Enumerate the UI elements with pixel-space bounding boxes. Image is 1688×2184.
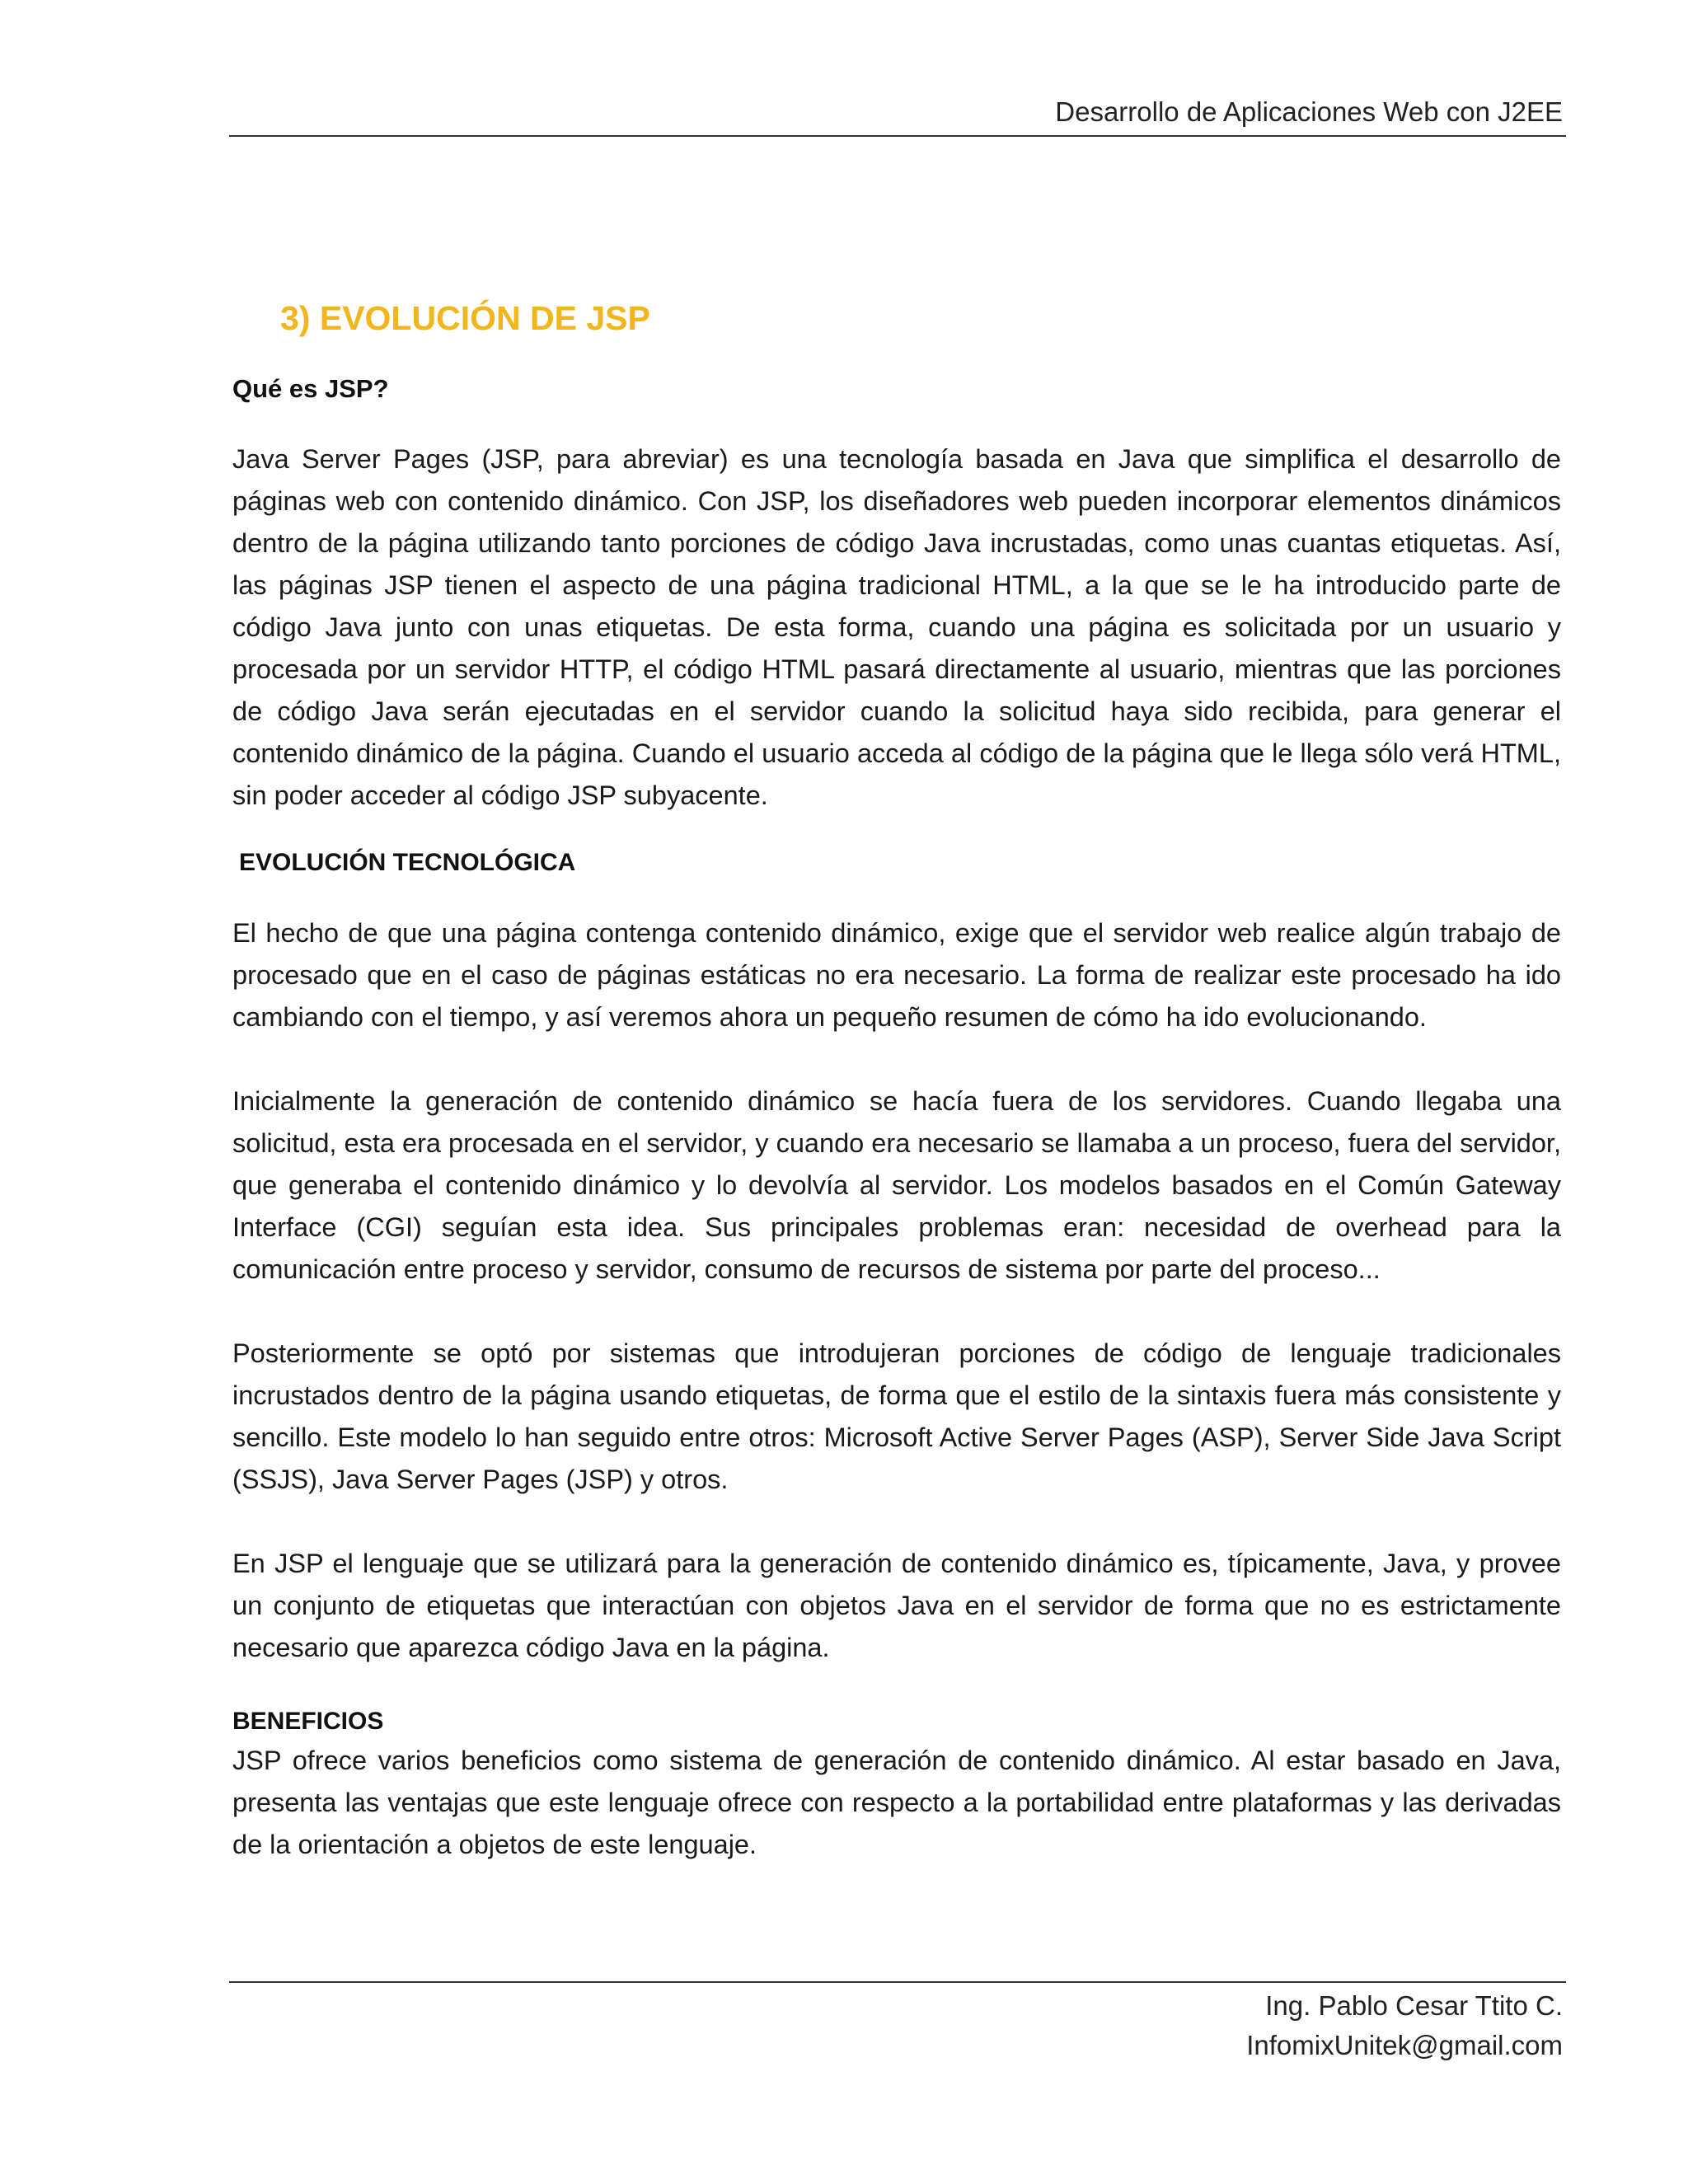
what-is-paragraph: Java Server Pages (JSP, para abreviar) es una tecnología basada en Java que simplifica el desarrollo de páginas web con contenido dinámico. Con JSP, los diseñadores web pueden incorporar elementos dinámicos dentro de la página utilizando tanto porciones de código Java incrustadas, como unas cuantas etiquetas. Así, las páginas JSP tienen el aspecto de una página tradicional HTML, a la que se le ha introducido parte de código Java junto con unas etiquetas. De esta forma, cuando una página es solicitada por un usuario y procesada por un servidor HTTP, el código HTML pasará directamente al usuario, mientras que las porciones de código Java serán ejecutadas en el servidor cuando la solicitud haya sido recibida, para generar el contenido dinámico de la página. Cuando el usuario acceda al código de la página que le llega sólo verá HTML, sin poder acceder al código JSP subyacente. xyxy=(232,444,1561,810)
section-title: 3) EVOLUCIÓN DE JSP xyxy=(280,299,650,337)
footer-author: Ing. Pablo Cesar Ttito C. xyxy=(1265,1990,1563,2021)
page-header xyxy=(229,96,1566,137)
evolution-paragraph-4: En JSP el lenguaje que se utilizará para la generación de contenido dinámico es, típicamente, Java, y provee un conjunto de etiquetas que interactúan con objetos Java en el servidor de forma que no es estrictamente necesario que aparezca código Java en la página. xyxy=(232,1549,1561,1662)
evolution-heading: EVOLUCIÓN TECNOLÓGICA xyxy=(239,849,576,876)
benefits-heading: BENEFICIOS xyxy=(232,1708,384,1735)
evolution-paragraph-1: El hecho de que una página contenga contenido dinámico, exige que el servidor web realice algún trabajo de procesado que en el caso de páginas estáticas no era necesario. La forma de realizar este procesado ha ido cambiando con el tiempo, y así veremos ahora un pequeño resumen de cómo ha ido evolucionando. xyxy=(232,918,1561,1032)
benefits-paragraph: JSP ofrece varios beneficios como sistema de generación de contenido dinámico. Al estar basado en Java, presenta las ventajas que este lenguaje ofrece con respecto a la portabilidad entre plataformas y las derivadas de la orientación a objetos de este lenguaje. xyxy=(232,1746,1561,1859)
header-title: Desarrollo de Aplicaciones Web con J2EE xyxy=(1055,96,1563,127)
evolution-paragraph-2: Inicialmente la generación de contenido dinámico se hacía fuera de los servidores. Cuando llegaba una solicitud, esta era procesada en el servidor, y cuando era necesario se llamaba a un proceso, fuera del servidor, que generaba el contenido dinámico y lo devolvía al servidor. Los modelos basados en el Común Gateway Interface (CGI) seguían esta idea. Sus principales problemas eran: necesidad de overhead para la comunicación entre proceso y servidor, consumo de recursos de sistema por parte del proceso... xyxy=(232,1086,1561,1284)
what-is-heading: Qué es JSP? xyxy=(232,374,389,403)
page-footer xyxy=(229,1981,1566,2060)
evolution-paragraph-3: Posteriormente se optó por sistemas que introdujeran porciones de código de lenguaje tradicionales incrustados dentro de la página usando etiquetas, de forma que el estilo de la sintaxis fuera más consistente y sencillo. Este modelo lo han seguido entre otros: Microsoft Active Server Pages (ASP), Server Side Java Script (SSJS), Java Server Pages (JSP) y otros. xyxy=(232,1338,1561,1494)
footer-contact xyxy=(1246,1986,1563,2065)
footer-email: InfomixUnitek@gmail.com xyxy=(1246,2030,1563,2060)
document-body xyxy=(232,297,1561,1866)
